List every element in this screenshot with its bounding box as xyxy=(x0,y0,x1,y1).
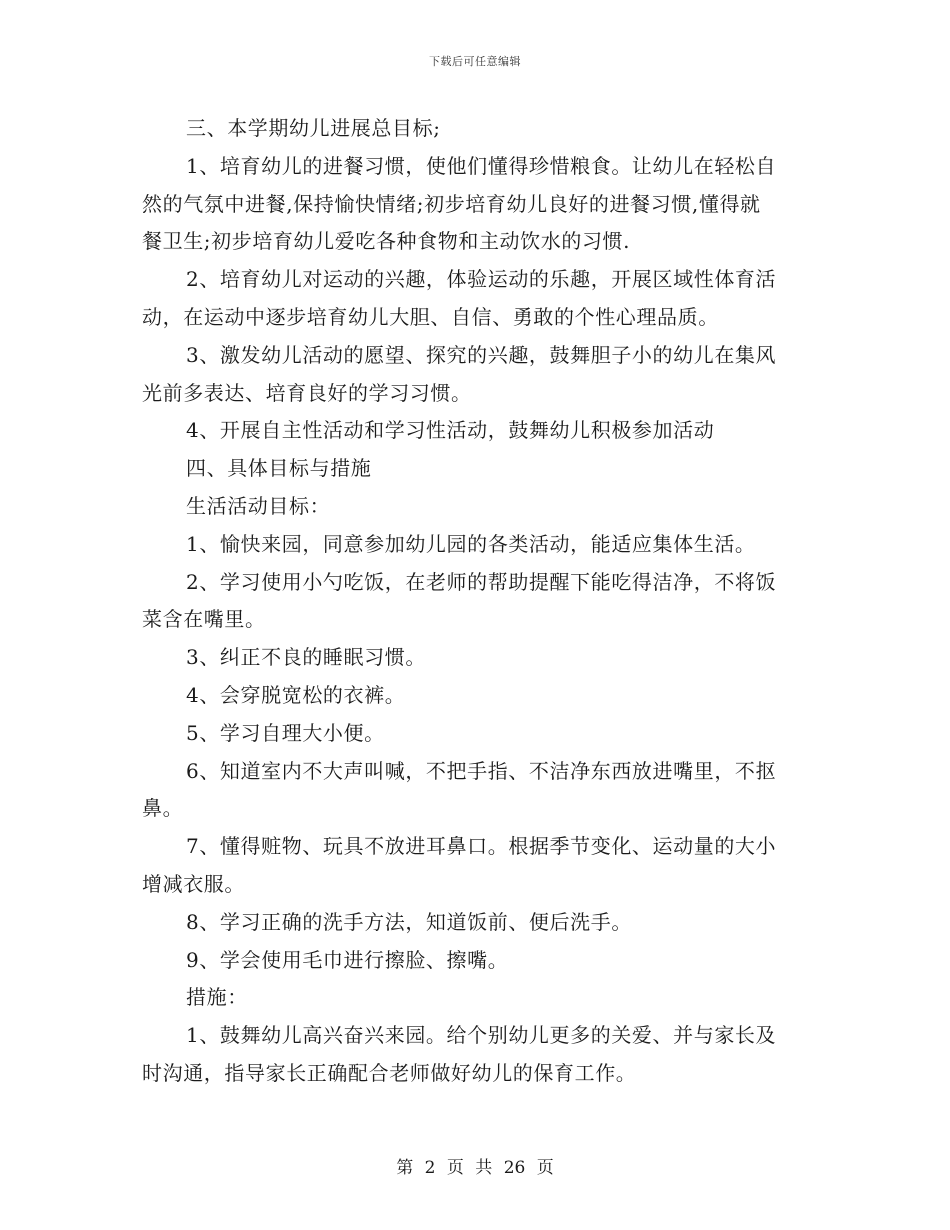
text-line: 光前多表达、培育良好的学习习惯。 xyxy=(142,380,472,405)
text-line: 8、学习正确的洗手方法，知道饭前、便后洗手。 xyxy=(186,909,632,934)
text-line: 9、学会使用毛巾进行擦脸、擦嘴。 xyxy=(186,947,509,972)
text-line: 鼻。 xyxy=(142,796,184,821)
document-body xyxy=(142,110,810,1093)
page-footer: 第 2 页 共 26 页 xyxy=(396,1158,554,1178)
text-line: 餐卫生;初步培育幼儿爱吃各种食物和主动饮水的习惯. xyxy=(142,229,631,254)
text-line: 增减衣服。 xyxy=(142,871,245,896)
text-line: 菜含在嘴里。 xyxy=(142,607,266,632)
text-line: 4、开展自主性活动和学习性活动，鼓舞幼儿积极参加活动 xyxy=(186,418,715,443)
text-line: 2、学习使用小勺吃饭，在老师的帮助提醒下能吃得洁净，不将饭 xyxy=(186,569,777,594)
text-line: 2、培育幼儿对运动的兴趣，体验运动的乐趣，开展区域性体育活 xyxy=(186,267,777,292)
text-line: 3、激发幼儿活动的愿望、探究的兴趣，鼓舞胆子小的幼儿在集风 xyxy=(186,342,777,367)
text-line: 时沟通，指导家长正确配合老师做好幼儿的保育工作。 xyxy=(142,1060,637,1085)
text-line: 1、鼓舞幼儿高兴奋兴来园。给个别幼儿更多的关爱、并与家长及 xyxy=(186,1023,777,1048)
text-line: 措施： xyxy=(186,985,248,1010)
text-line: 然的气氛中进餐,保持愉快情绪;初步培育幼儿良好的进餐习惯,懂得就 xyxy=(142,191,761,216)
text-line: 6、知道室内不大声叫喊，不把手指、不洁净东西放进嘴里，不抠 xyxy=(186,758,777,783)
page-header: 下载后可任意编辑 xyxy=(429,55,521,68)
text-line: 3、纠正不良的睡眠习惯。 xyxy=(186,645,426,670)
text-line: 生活活动目标： xyxy=(186,493,331,518)
text-line: 1、培育幼儿的进餐习惯，使他们懂得珍惜粮食。让幼儿在轻松自 xyxy=(186,153,777,178)
text-line: 4、会穿脱宽松的衣裤。 xyxy=(186,682,406,707)
text-line: 动，在运动中逐步培育幼儿大胆、自信、勇敢的个性心理品质。 xyxy=(142,304,719,329)
text-line: 三、本学期幼儿进展总目标; xyxy=(186,116,441,140)
text-line: 7、懂得赃物、玩具不放进耳鼻口。根据季节变化、运动量的大小 xyxy=(186,834,777,859)
text-line: 四、具体目标与措施 xyxy=(186,456,372,481)
text-line: 1、愉快来园，同意参加幼儿园的各类活动，能适应集体生活。 xyxy=(186,531,756,556)
text-line: 5、学习自理大小便。 xyxy=(186,720,385,745)
